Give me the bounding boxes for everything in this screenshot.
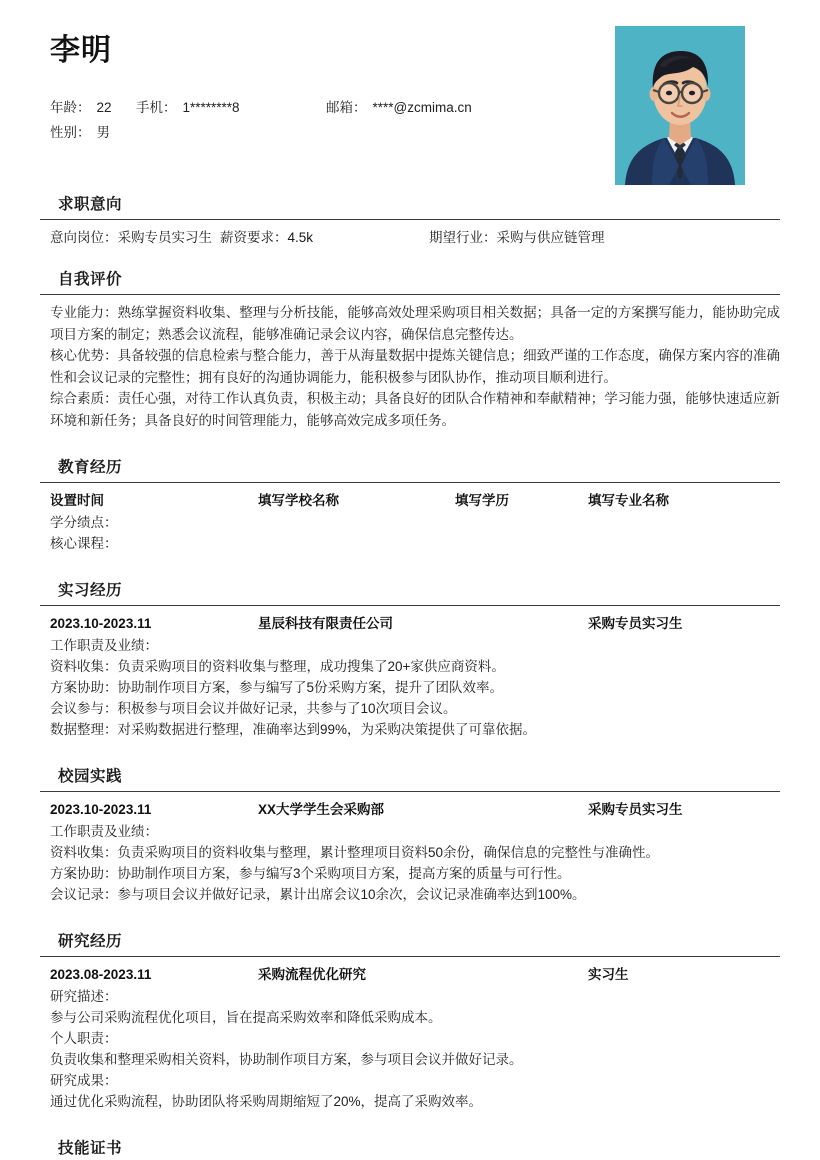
education-gpa: 学分绩点：	[50, 515, 118, 530]
job-intention-row	[50, 227, 780, 249]
contact-phone-label: 手机：	[136, 100, 177, 115]
research-block-text: 负责收集和整理采购相关资料，协助制作项目方案，参与项目会议并做好记录。	[50, 1052, 523, 1067]
education-core-courses: 核心课程：	[50, 536, 118, 551]
research-date: 2023.08-2023.11	[50, 967, 152, 982]
contact-phone-value: 1********8	[182, 100, 240, 115]
contact-gender	[50, 120, 136, 145]
intent-industry-value: 采购与供应链管理	[496, 230, 605, 245]
intent-position-value: 采购专员实习生	[117, 230, 212, 245]
section-self-evaluation	[40, 267, 780, 431]
internship-bullet: 资料收集：负责采购项目的资料收集与整理，成功搜集了20+家供应商资料。	[50, 659, 505, 674]
section-skills-certificates	[40, 1136, 780, 1160]
research-role: 实习生	[588, 967, 629, 982]
campus-date: 2023.10-2023.11	[50, 802, 152, 817]
self-evaluation-paragraph: 核心优势：具备较强的信息检索与整合能力，善于从海量数据中提炼关键信息；细致严谨的工作态度，确保方案内容的准确性和会议记录的完整性；拥有良好的沟通协调能力，能积极参与团队协作，推动项目顺利进行。	[50, 348, 780, 385]
internship-entry-header	[50, 613, 780, 635]
education-col-time: 设置时间	[50, 493, 104, 508]
contact-gender-value: 男	[96, 125, 110, 140]
intent-position-label: 意向岗位：	[50, 230, 118, 245]
education-col-school: 填写学校名称	[258, 493, 339, 508]
section-internship	[40, 578, 780, 740]
section-body-research	[40, 957, 780, 1112]
research-entry-header	[50, 964, 780, 986]
campus-org: XX大学学生会采购部	[258, 802, 385, 817]
contact-phone	[136, 95, 326, 120]
internship-role: 采购专员实习生	[588, 616, 683, 631]
intent-industry	[429, 227, 605, 249]
section-title-education: 教育经历	[58, 459, 123, 476]
section-research	[40, 929, 780, 1112]
section-education	[40, 455, 780, 554]
internship-bullet: 数据整理：对采购数据进行整理，准确率达到99%，为采购决策提供了可靠依据。	[50, 722, 537, 737]
internship-date: 2023.10-2023.11	[50, 616, 152, 631]
intent-position	[50, 227, 212, 249]
research-block-label: 个人职责：	[50, 1031, 118, 1046]
contact-email-label: 邮箱：	[326, 100, 367, 115]
campus-subtitle: 工作职责及业绩：	[50, 824, 158, 839]
section-body-campus-practice	[40, 792, 780, 905]
research-topic: 采购流程优化研究	[258, 967, 366, 982]
section-body-self-evaluation	[40, 295, 780, 431]
research-block-label: 研究描述：	[50, 989, 118, 1004]
resume-header	[40, 0, 780, 190]
section-job-intention	[40, 192, 780, 249]
internship-org: 星辰科技有限责任公司	[258, 616, 393, 631]
intent-industry-label: 期望行业：	[429, 230, 497, 245]
contact-email	[326, 95, 586, 120]
internship-bullet: 会议参与：积极参与项目会议并做好记录，共参与了10次项目会议。	[50, 701, 457, 716]
research-block-text: 参与公司采购流程优化项目，旨在提高采购效率和降低采购成本。	[50, 1010, 442, 1025]
section-campus-practice	[40, 764, 780, 905]
contact-age	[50, 95, 136, 120]
campus-bullet: 方案协助：协助制作项目方案，参与编写3个采购项目方案，提高方案的质量与可行性。	[50, 866, 571, 881]
intent-salary-label: 薪资要求：	[220, 230, 288, 245]
intent-salary-value: 4.5k	[287, 230, 314, 245]
research-block-label: 研究成果：	[50, 1073, 118, 1088]
section-body-education	[40, 483, 780, 554]
contact-email-value: ****@zcmima.cn	[372, 100, 472, 115]
section-title-skills-certificates: 技能证书	[58, 1140, 123, 1157]
campus-entry-header	[50, 799, 780, 821]
campus-bullet: 资料收集：负责采购项目的资料收集与整理，累计整理项目资料50余份，确保信息的完整性与准确性。	[50, 845, 660, 860]
campus-role: 采购专员实习生	[588, 802, 683, 817]
contact-age-label: 年龄：	[50, 100, 91, 115]
self-evaluation-paragraph: 综合素质：责任心强，对待工作认真负责，积极主动；具备良好的团队合作精神和奉献精神；学习能力强，能够快速适应新环境和新任务；具备良好的时间管理能力，能够高效完成多项任务。	[50, 391, 780, 428]
contact-age-value: 22	[96, 100, 112, 115]
self-evaluation-paragraph: 专业能力：熟练掌握资料收集、整理与分析技能，能够高效处理采购项目相关数据；具备一定的方案撰写能力，能协助完成项目方案的制定；熟悉会议流程，能够准确记录会议内容，确保信息完整传达。	[50, 305, 780, 342]
section-body-internship	[40, 606, 780, 740]
section-title-internship: 实习经历	[58, 582, 123, 599]
internship-bullet: 方案协助：协助制作项目方案，参与编写了5份采购方案，提升了团队效率。	[50, 680, 504, 695]
section-title-research: 研究经历	[58, 933, 123, 950]
internship-subtitle: 工作职责及业绩：	[50, 638, 158, 653]
section-body-job-intention	[40, 220, 780, 249]
section-title-self-evaluation: 自我评价	[58, 271, 123, 288]
candidate-photo	[615, 26, 745, 185]
intent-salary	[220, 227, 313, 249]
section-title-job-intention: 求职意向	[58, 196, 123, 213]
campus-bullet: 会议记录：参与项目会议并做好记录，累计出席会议10余次，会议记录准确率达到100%。	[50, 887, 586, 902]
research-block-text: 通过优化采购流程，协助团队将采购周期缩短了20%，提高了采购效率。	[50, 1094, 483, 1109]
contact-gender-label: 性别：	[50, 125, 91, 140]
education-col-major: 填写专业名称	[588, 493, 669, 508]
education-col-degree: 填写学历	[455, 493, 509, 508]
section-title-campus-practice: 校园实践	[58, 768, 123, 785]
education-columns-row	[50, 490, 780, 512]
candidate-name: 李明	[50, 34, 112, 67]
